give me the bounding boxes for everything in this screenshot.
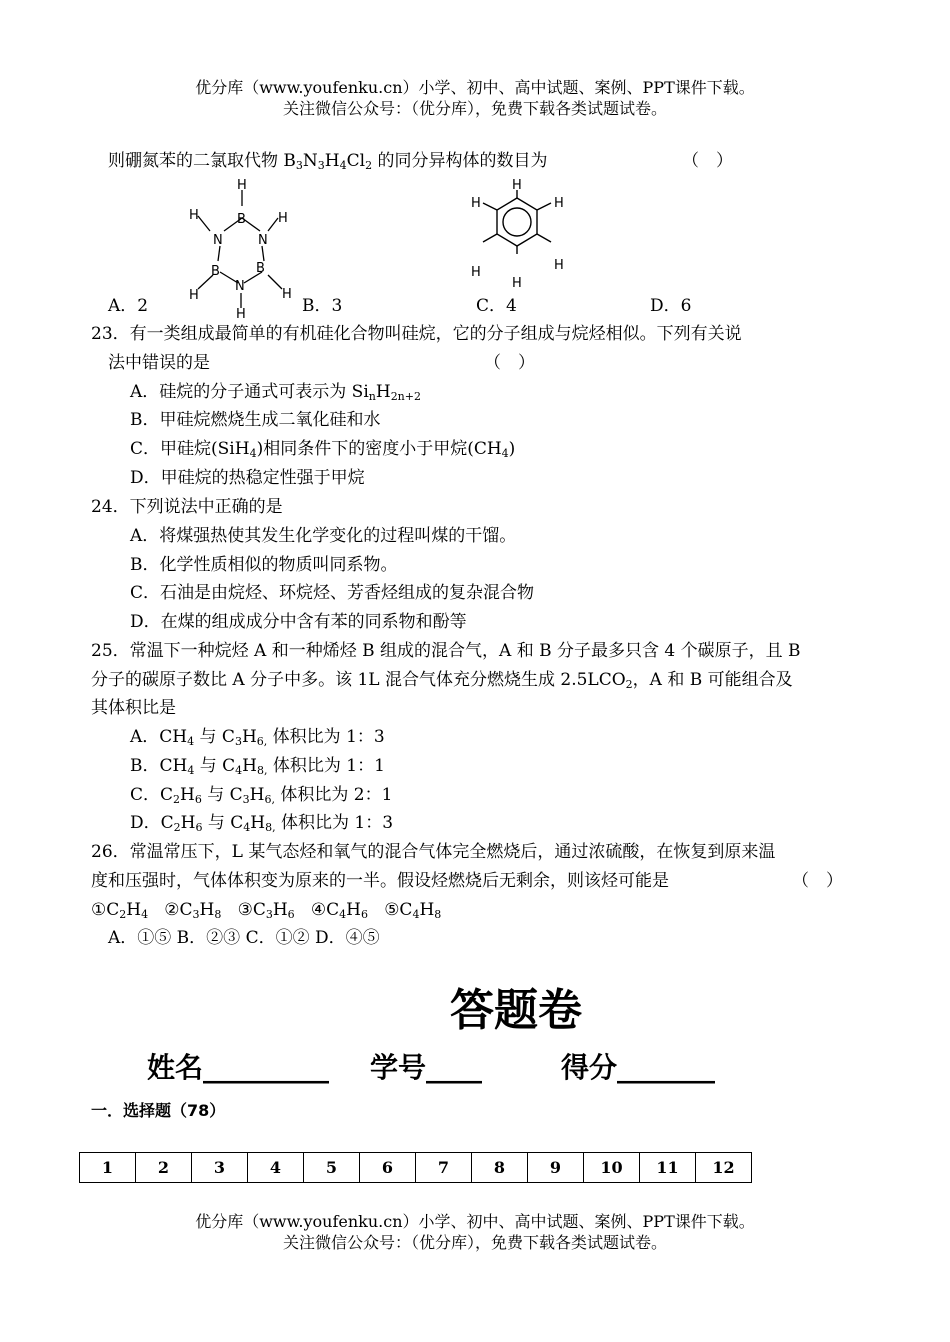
borazine-atom-h: H xyxy=(282,287,292,302)
q22-option-d: D．6 xyxy=(650,296,692,316)
q26-answer-paren: （ ） xyxy=(792,871,843,891)
q25-stem-3: 其体积比是 xyxy=(91,698,176,718)
q23-stem-2: 法中错误的是 xyxy=(108,353,210,373)
benzene-atom-h: H xyxy=(471,265,481,280)
answer-number-cell: 11 xyxy=(640,1153,696,1183)
q25-option-b: B．$CH_4$ 与 $C_4H_{8,}$ 体积比为 1：1 xyxy=(130,756,385,777)
footer-line-2: 关注微信公众号：（优分库），免费下载各类试题试卷。 xyxy=(282,1233,667,1252)
borazine-atom-h: H xyxy=(237,178,247,193)
score-label: 得分_______ xyxy=(561,1051,716,1084)
benzene-atom-h: H xyxy=(554,258,564,273)
answer-number-cell: 2 xyxy=(136,1153,192,1183)
answer-number-cell: 10 xyxy=(584,1153,640,1183)
answer-sheet-title: 答题卷 xyxy=(450,985,582,1036)
q24-option-c: C．石油是由烷烃、环烷烃、芳香烃组成的复杂混合物 xyxy=(130,583,535,603)
answer-number-cell: 4 xyxy=(248,1153,304,1183)
borazine-atom-n: N xyxy=(235,279,245,294)
borazine-atom-h: H xyxy=(278,211,288,226)
borazine-atom-b: B xyxy=(211,264,220,279)
name-label: 姓名_________ xyxy=(147,1051,330,1084)
footer-line-1: 优分库（www.youfenku.cn）小学、初中、高中试题、案例、PPT课件下载。 xyxy=(195,1212,755,1231)
q25-stem-1: 25．常温下一种烷烃 A 和一种烯烃 B 组成的混合气，A 和 B 分子最多只含 4 个碳原子，且 B xyxy=(91,641,801,661)
answer-number-cell: 8 xyxy=(472,1153,528,1183)
answer-number-cell: 12 xyxy=(696,1153,752,1183)
q26-options: A．①⑤ B．②③ C．①② D．④⑤ xyxy=(108,928,380,948)
answer-number-cell: 9 xyxy=(528,1153,584,1183)
borazine-atom-h: H xyxy=(236,307,246,320)
q26-choices: $①C_2H_4$ $②C_3H_8$ $③C_3H_6$ $④C_4H_6$ $⑤C_4H_8$ xyxy=(91,900,442,921)
answer-table-header-row xyxy=(80,1153,752,1183)
q24-option-a: A．将煤强热使其发生化学变化的过程叫煤的干馏。 xyxy=(130,526,517,546)
benzene-atom-h: H xyxy=(471,196,481,211)
q25-option-c: C．$C_2H_6$ 与 $C_3H_{6,}$ 体积比为 2：1 xyxy=(130,785,393,806)
borazine-atom-h: H xyxy=(189,288,199,303)
borazine-structure xyxy=(180,176,300,320)
answer-number-cell: 5 xyxy=(304,1153,360,1183)
borazine-atom-n: N xyxy=(213,233,223,248)
q24-option-d: D．在煤的组成成分中含有苯的同系物和酚等 xyxy=(130,612,467,632)
student-id-label: 学号____ xyxy=(370,1051,483,1084)
q23-option-c: C．甲硅烷(SiH$_4$)相同条件下的密度小于甲烷$(CH_4)$ xyxy=(130,439,516,460)
benzene-atom-h: H xyxy=(512,178,522,193)
q23-answer-paren: （ ） xyxy=(484,353,535,373)
header-line-1: 优分库（www.youfenku.cn）小学、初中、高中试题、案例、PPT课件下载。 xyxy=(195,78,755,97)
q23-option-d: D．甲硅烷的热稳定性强于甲烷 xyxy=(130,468,365,488)
q25-option-a: A．$CH_4$ 与 $C_3H_{6,}$ 体积比为 1：3 xyxy=(130,727,385,748)
answer-number-cell: 7 xyxy=(416,1153,472,1183)
q23-stem-1: 23．有一类组成最简单的有机硅化合物叫硅烷，它的分子组成与烷烃相似。下列有关说 xyxy=(91,324,742,344)
borazine-atom-h: H xyxy=(189,208,199,223)
q23-option-b: B．甲硅烷燃烧生成二氧化硅和水 xyxy=(130,410,381,430)
q26-stem-2: 度和压强时，气体体积变为原来的一半。假设烃燃烧后无剩余，则该烃可能是 xyxy=(91,871,669,891)
q24-stem: 24．下列说法中正确的是 xyxy=(91,497,283,517)
q25-option-d: D．$C_2H_6$ 与 $C_4H_{8,}$ 体积比为 1：3 xyxy=(130,813,394,834)
q22-option-a: A．2 xyxy=(108,296,149,316)
answer-table xyxy=(79,1152,752,1183)
header-line-2: 关注微信公众号：（优分库），免费下载各类试题试卷。 xyxy=(282,99,667,118)
q22-option-b: B．3 xyxy=(302,296,343,316)
benzene-structure xyxy=(466,176,576,294)
answer-number-cell: 6 xyxy=(360,1153,416,1183)
q25-stem-2: 分子的碳原子数比 A 分子中多。该 1L 混合气体充分燃烧生成 $2.5LCO_2$，A 和 B 可能组合及 xyxy=(91,670,793,691)
q22-answer-paren: （ ） xyxy=(682,151,733,171)
q23-option-a: A．硅烷的分子通式可表示为 $Si_nH_{2n+2}$ xyxy=(130,382,421,403)
benzene-atom-h: H xyxy=(512,276,522,291)
benzene-atom-h: H xyxy=(554,196,564,211)
answer-number-cell: 3 xyxy=(192,1153,248,1183)
q22-option-c: C．4 xyxy=(476,296,517,316)
q24-option-b: B．化学性质相似的物质叫同系物。 xyxy=(130,555,398,575)
q22-stem: 则硼氮苯的二氯取代物 $B_3N_3H_4Cl_2$ 的同分异构体的数目为 xyxy=(108,151,548,172)
section-heading: 一．选择题（78） xyxy=(91,1101,226,1120)
borazine-atom-n: N xyxy=(258,233,268,248)
borazine-atom-b: B xyxy=(237,212,246,227)
q26-stem-1: 26．常温常压下，L 某气态烃和氧气的混合气体完全燃烧后，通过浓硫酸，在恢复到原来温 xyxy=(91,842,776,862)
answer-number-cell: 1 xyxy=(80,1153,136,1183)
borazine-atom-b: B xyxy=(256,261,265,276)
